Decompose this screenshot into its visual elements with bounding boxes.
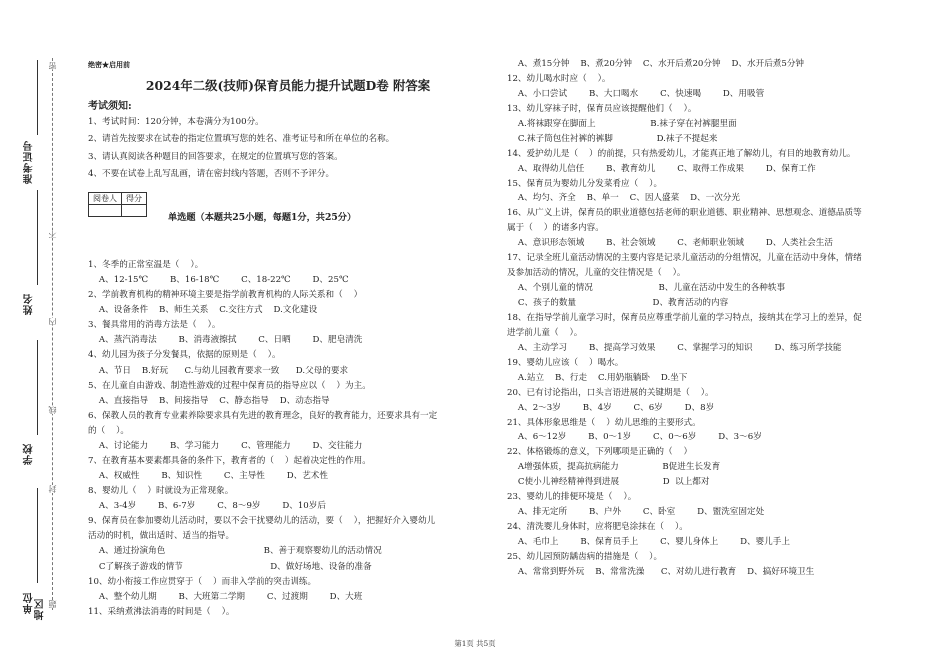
question-line: A、直接指导 B、间接指导 C、静态指导 D、动态指导 [88,395,330,406]
page-number: 第1页 共5页 [454,639,496,648]
question-line: C.袜子筒包住衬裤的裤脚 D.袜子不提起来 [507,133,718,144]
question-line: 8、婴幼儿（ ）时就设为正常现象。 [88,486,234,497]
question-line: A、取得幼儿信任 B、教育幼儿 C、取得工作成果 D、保育工作 [507,163,816,174]
question-line: A.将袜跟穿在脚面上 B.袜子穿在衬裤腿里面 [507,118,737,129]
question-line: 24、清洗婴儿身体时，应将肥皂涂抹在（ ）。 [507,522,688,533]
score-table [88,192,147,217]
question-line: 2、学前教育机构的精神环境主要是指学前教育机构的人际关系和（ ） [88,290,363,301]
right-question-column [507,57,917,580]
seal-char: 不 [48,230,57,238]
question-line: A、整个幼儿期 B、大班第二学期 C、过渡期 D、大班 [88,591,363,602]
question-line: A、个别儿童的情况 B、儿童在活动中发生的各种轶事 [507,283,786,294]
unit-label: 单位 [24,592,35,614]
question-line: A、12-15℃ B、16-18℃ C、18-22℃ D、25℃ [88,275,349,286]
question-line: 19、婴幼儿应该（ ）喝水。 [507,357,624,368]
note-item: 4、不要在试卷上乱写乱画，请在密封线内答题，否则不予评分。 [88,168,335,179]
question-line: 23、婴幼儿的排便环境是（ ）。 [507,492,637,503]
notes-list [88,114,483,183]
question-line: 17、记录全班儿童活动情况的主要内容是记录儿童活动的分组情况，儿童在活动中身体，情绪 [507,253,862,264]
question-line: A、设备条件 B、师生关系 C.交往方式 D.文化建设 [88,305,318,316]
note-item: 1、考试时间：120分钟，本卷满分为100分。 [88,117,264,127]
note-item: 2、请首先按要求在试卷的指定位置填写您的姓名、准考证号和所在单位的名称。 [88,134,395,145]
question-line: 6、保教人员的教育专业素养除要求具有先进的教育理念，良好的教育能力，还要求具有一定 [88,410,438,421]
name-line [37,190,38,285]
question-line: A、2～3岁 B、4岁 C、6岁 D、8岁 [507,402,715,413]
question-line: 3、餐具常用的消毒方法是（ ）。 [88,320,221,331]
question-line: 的（ ）。 [88,425,130,436]
region-label: 地区 [35,598,46,620]
question-line: 15、保育员为婴幼儿分发菜肴应（ ）。 [507,178,663,189]
question-line: 及参加活动的情况，儿童的交往情况是（ ）。 [507,268,686,279]
question-line: A、小口尝试 B、大口喝水 C、快速喝 D、用吸管 [507,88,765,99]
question-line: 4、幼儿园为孩子分发餐具，依据的原则是（ ）。 [88,350,281,361]
score-cell: 得分 [122,193,147,205]
question-line: 14、爱护幼儿是（ ）的前提，只有热爱幼儿，才能真正地了解幼儿，有目的地教育幼儿。 [507,148,856,159]
seal-char: 内 [48,318,57,326]
question-line: 20、已有讨论指出，口头言语进展的关键期是（ ）。 [507,387,714,398]
reviewer-cell: 阅卷人 [89,193,122,205]
question-line: A、节日 B.好玩 C.与幼儿园教育要求一致 D.父母的要求 [88,365,349,376]
question-line: 11、采纳煮沸法消毒的时间是（ ）。 [88,606,235,617]
question-line: A、通过扮演角色 B、善于观察婴幼儿的活动情况 [88,546,382,557]
note-item: 3、请认真阅读各种题目的回答要求，在规定的位置填写您的答案。 [88,151,343,162]
question-line: 12、幼儿喝水时应（ ）。 [507,73,611,84]
question-line: C、孩子的数量 D、教育活动的内容 [507,298,729,308]
score-blank [122,205,147,217]
school-label: 学校 [24,443,35,465]
question-line: A、毛巾上 B、保育员手上 C、婴儿身体上 D、婴儿手上 [507,537,790,547]
section-heading: 单选题（本题共25小题，每题1分，共25分） [168,212,357,223]
question-line: 18、在指导学前儿童学习时，保育员应尊重学前儿童的学习特点，接纳其在学习上的差异，促 [507,312,862,323]
question-line: 9、保育员在参加婴幼儿活动时，要以不会干扰婴幼儿的活动，要（ ），把握好介入婴幼儿 [88,516,436,527]
question-line: C使小儿神经精神得到进展 D 以上都对 [507,477,710,488]
reviewer-blank [89,205,122,217]
school-line [37,340,38,435]
left-question-column [88,258,480,620]
question-line: A、常常到野外玩 B、常常洗澡 C、对幼儿进行教育 D、搞好环境卫生 [507,566,815,577]
question-line: A、权威性 B、知识性 C、主导性 D、艺术性 [88,471,328,482]
seal-char: 密 [48,62,57,70]
name-label: 姓名 [24,293,35,315]
unit-line [37,488,38,583]
question-line: A.站立 B、行走 C.用奶瓶躺卧 D.坐下 [507,372,688,383]
exam-number-line [37,60,38,135]
question-line: A、6～12岁 B、0～1岁 C、0～6岁 D、3～6岁 [507,432,762,443]
question-line: 10、幼小衔接工作应贯穿于（ ）而非入学前的突击训练。 [88,576,317,587]
question-line: 21、具体形象思维是（ ）幼儿思维的主要形式。 [507,417,701,428]
question-line: 25、幼儿园预防龋齿病的措施是（ ）。 [507,551,663,562]
secret-mark: 绝密★启用前 [88,60,130,69]
question-line: 进学前儿童（ ）。 [507,327,583,338]
question-line: A、主动学习 B、提高学习效果 C、掌握学习的知识 D、练习所学技能 [507,342,842,353]
question-line: A、3-4岁 B、6-7岁 C、8～9岁 D、10岁后 [88,501,326,512]
seal-char: 线 [48,406,57,414]
question-line: 1、冬季的正常室温是（ ）。 [88,260,204,270]
question-line: 13、幼儿穿袜子时，保育员应该提醒他们（ ）。 [507,103,697,114]
question-line: 属于（ ）的诸多内容。 [507,223,604,234]
question-line: A、煮15分钟 B、煮20分钟 C、水开后煮20分钟 D、水开后煮5分钟 [507,59,805,69]
binding-strip [0,0,70,671]
question-line: 5、在儿童自由游戏、制造性游戏的过程中保育员的指导应以（ ）为主。 [88,380,371,391]
question-line: C了解孩子游戏的情节 D、做好场地、设备的准备 [88,561,372,572]
exam-title: 2024年二级(技师)保育员能力提升试题D卷 附答案 [145,78,431,93]
question-line: A、均匀、齐全 B、单一 C、因人盛菜 D、一次分光 [507,193,740,204]
question-line: A、蒸汽消毒法 B、消毒液擦拭 C、日晒 D、肥皂清洗 [88,335,363,346]
seal-char: 题 [48,600,57,608]
question-line: A、意识形态领域 B、社会领域 C、老师职业领域 D、人类社会生活 [507,238,833,249]
question-line: 7、在教育基本要素都具备的条件下，教育者的（ ）起着决定性的作用。 [88,456,371,467]
binding-dashed-line [52,58,53,610]
seal-char: 封 [48,485,57,493]
question-line: 16、从广义上讲，保育员的职业道德包括老师的职业道德、职业精神、思想观念、道德品质等 [507,208,862,219]
notes-heading: 考试须知: [88,101,132,112]
question-line: A、讨论能力 B、学习能力 C、管理能力 D、交往能力 [88,440,363,451]
exam-number-label: 准考证号 [24,140,35,184]
question-line: 活动的时机，做出适时、适当的指导。 [88,531,235,542]
question-line: 22、体格锻炼的意义，下列哪项是正确的（ ） [507,447,693,458]
question-line: A增强体质，提高抗病能力 B促进生长发育 [507,462,721,473]
question-line: A、排无定所 B、户外 C、卧室 D、盥洗室固定处 [507,507,765,518]
